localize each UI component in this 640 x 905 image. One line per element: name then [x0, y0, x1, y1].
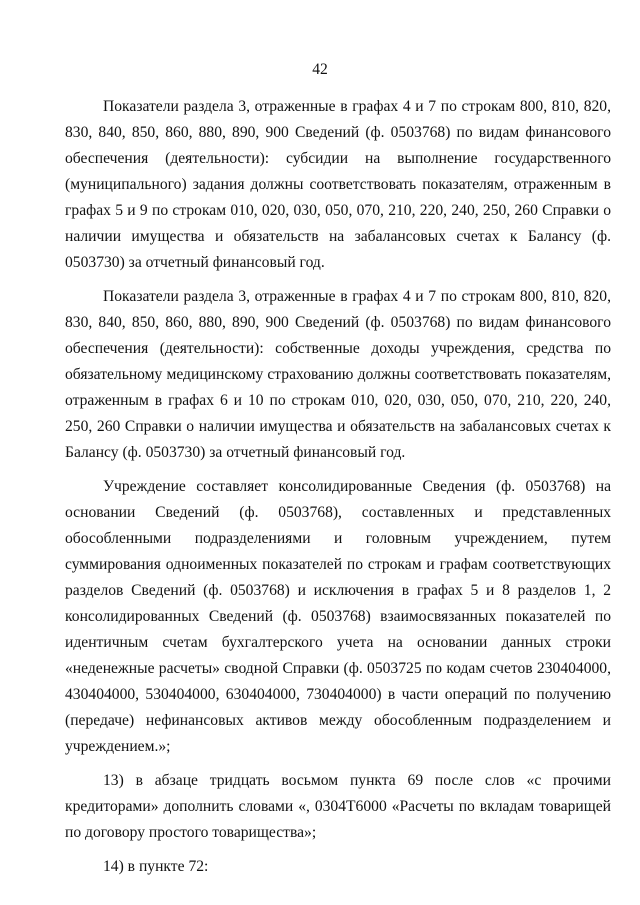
paragraph-4: 13) в абзаце тридцать восьмом пункта 69 после слов «с прочими кредиторами» дополнить словами «, 0304Т6000 «Расчеты по вкладам товарищей по договору простого товарищества»; — [65, 772, 611, 841]
paragraph-2: Показатели раздела 3, отраженные в графах 4 и 7 по строкам 800, 810, 820, 830, 840, 850, 860, 880, 890, 900 Сведений (ф. 0503768) по видам финансового обеспечения (деятельности): собственные доходы учреждения, средства по обязательному медицинскому страхованию должны соответствовать показателям, отраженным в графах 6 и 10 по строкам 010, 020, 030, 050, 070, 210, 220, 240, 250, 260 Справки о наличии имущества и обязательств на забалансовых счетах к Балансу (ф. 0503730) за отчетный финансовый год. — [65, 288, 611, 461]
document-body — [65, 94, 611, 888]
paragraph-1: Показатели раздела 3, отраженные в графах 4 и 7 по строкам 800, 810, 820, 830, 840, 850, 860, 880, 890, 900 Сведений (ф. 0503768) по видам финансового обеспечения (деятельности): субсидии на выполнение государственного (муниципального) задания должны соответствовать показателям, отраженным в графах 5 и 9 по строкам 010, 020, 030, 050, 070, 210, 220, 240, 250, 260 Справки о наличии имущества и обязательств на забалансовых счетах к Балансу (ф. 0503730) за отчетный финансовый год. — [65, 98, 611, 271]
paragraph-3: Учреждение составляет консолидированные Сведения (ф. 0503768) на основании Сведений (ф. 0503768), составленных и представленных обособленными подразделениями и головным учреждением, путем суммирования одноименных показателей по строкам и графам соответствующих разделов Сведений (ф. 0503768) и исключения в графах 5 и 8 разделов 1, 2 консолидированных Сведений (ф. 0503768) взаимосвязанных показателей по идентичным счетам бухгалтерского учета на основании данных строки «неденежные расчеты» сводной Справки (ф. 0503725 по кодам счетов 230404000, 430404000, 530404000, 630404000, 730404000) в части операций по получению (передаче) нефинансовых активов между обособленным подразделением и учреждением.»; — [65, 478, 611, 755]
page-number: 42 — [312, 61, 328, 78]
paragraph-5: 14) в пункте 72: — [103, 858, 209, 875]
